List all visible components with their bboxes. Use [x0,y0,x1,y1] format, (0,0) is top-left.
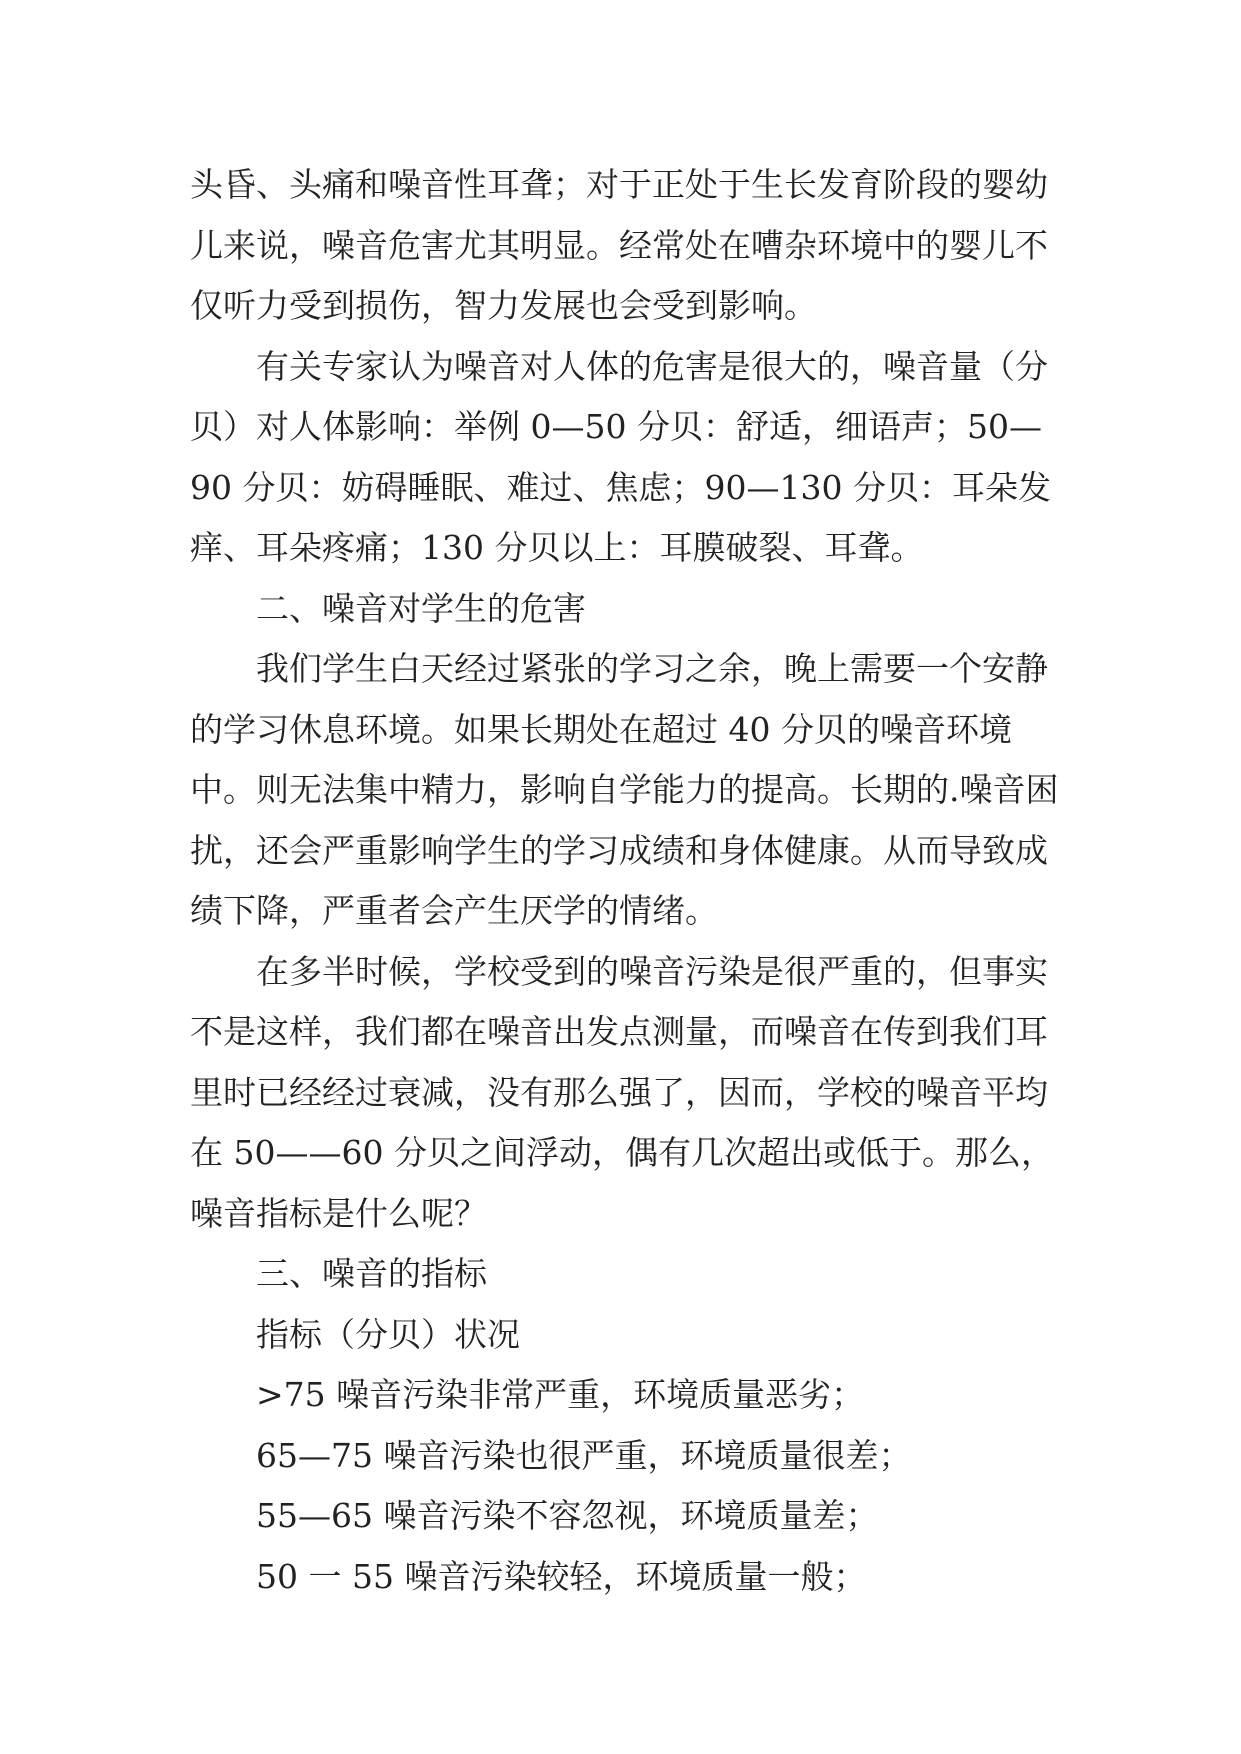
indicator-row: >75 噪音污染非常严重，环境质量恶劣； [256,1375,865,1414]
indicator-table-header: 指标（分贝）状况 [256,1314,520,1354]
document-body [190,155,1070,1607]
section-heading-students: 二、噪音对学生的危害 [256,588,586,628]
indicator-row: 55—65 噪音污染不容忽视，环境质量差； [256,1496,879,1535]
paragraph-decibel-levels: 有关专家认为噪音对人体的危害是很大的，噪音量（分贝）对人体影响：举例 0—50 分贝：舒适，细语声；50—90 分贝：妨碍睡眠、难过、焦虑；90—130 分贝：耳朵发痒、耳朵疼痛；130 分贝以上：耳膜破裂、耳聋。 [190,346,1051,567]
paragraph-students-harm: 我们学生白天经过紧张的学习之余，晚上需要一个安静的学习休息环境。如果长期处在超过 40 分贝的噪音环境中。则无法集中精力，影响自学能力的提高。长期的.噪音困扰，还会严重影响学生的学习成绩和身体健康。从而导致成绩下降，严重者会产生厌学的情绪。 [190,649,1059,930]
paragraph-health-effects: 头昏、头痛和噪音性耳聋；对于正处于生长发育阶段的婴幼儿来说，噪音危害尤其明显。经常处在嘈杂环境中的婴儿不仅听力受到损伤，智力发展也会受到影响。 [190,165,1048,325]
section-heading-indicators: 三、噪音的指标 [256,1254,487,1293]
paragraph-school-noise: 在多半时候，学校受到的噪音污染是很严重的，但事实不是这样，我们都在噪音出发点测量，而噪音在传到我们耳里时已经经过衰减，没有那么强了，因而，学校的噪音平均在 50——60 分贝之间浮动，偶有几次超出或低于。那么，噪音指标是什么呢？ [190,951,1054,1233]
indicator-row: 50 一 55 噪音污染较轻，环境质量一般； [256,1556,867,1596]
indicator-row: 65—75 噪音污染也很严重，环境质量很差； [256,1435,912,1475]
